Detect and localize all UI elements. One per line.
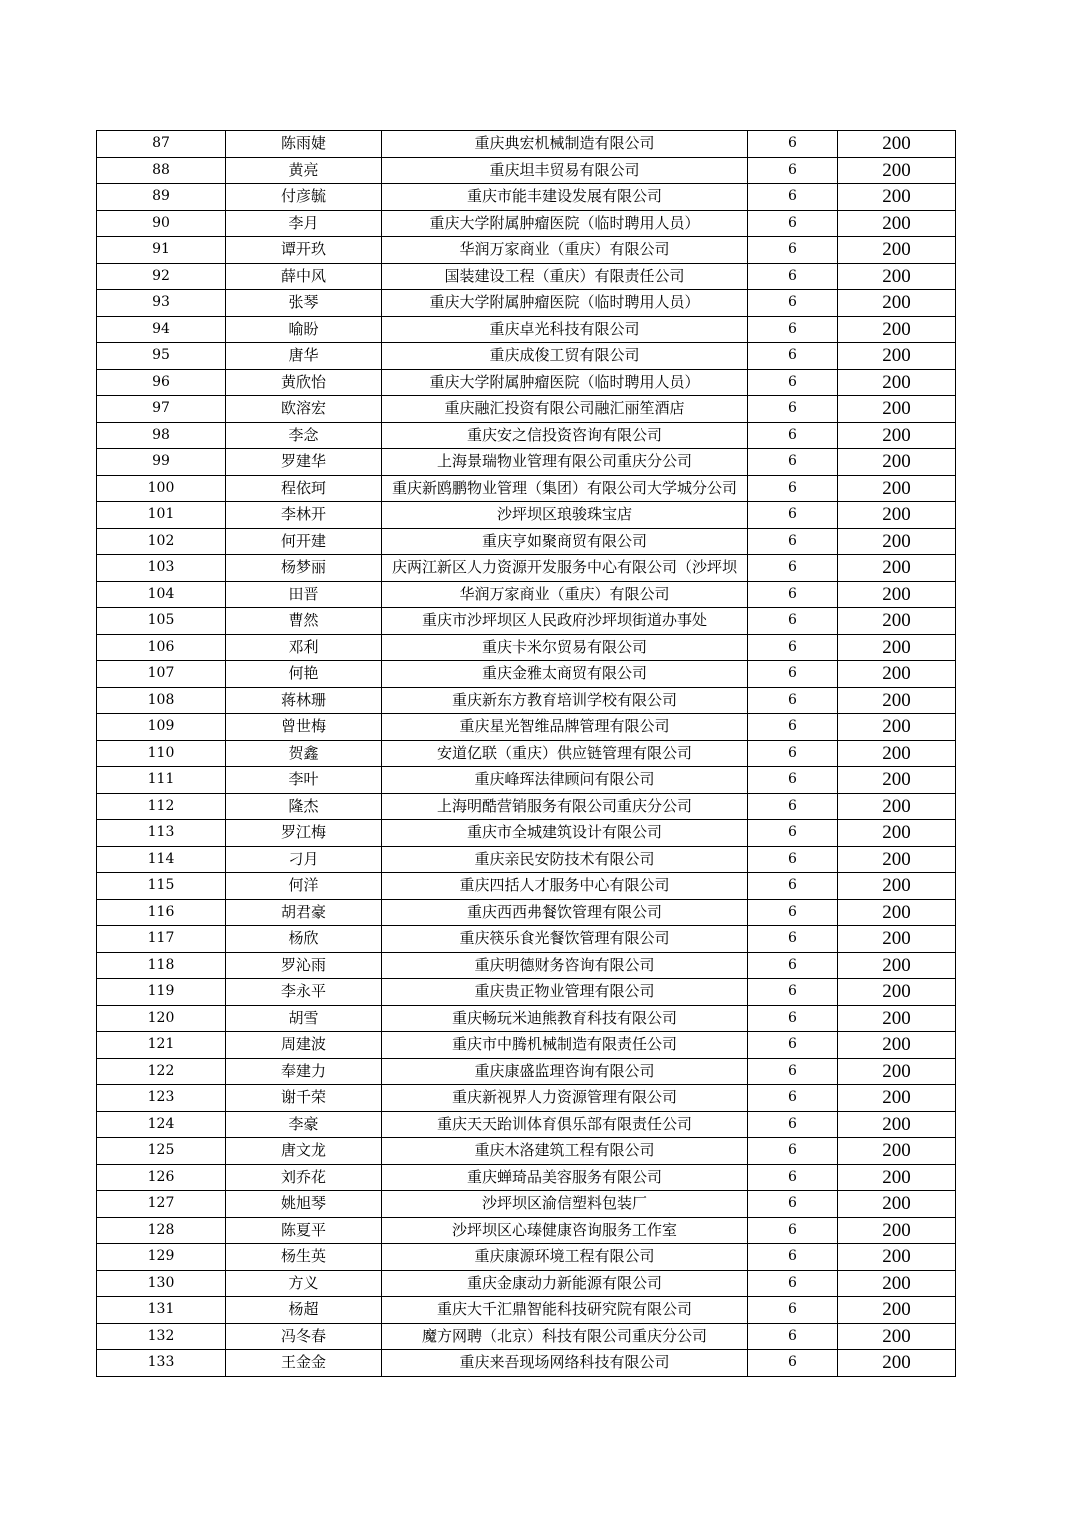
employer-name: 重庆蝉琦品美容服务有限公司 (382, 1164, 748, 1191)
row-number: 127 (97, 1191, 226, 1218)
person-name: 何洋 (226, 873, 382, 900)
months-count: 6 (748, 1005, 838, 1032)
person-name: 胡君豪 (226, 899, 382, 926)
months-count: 6 (748, 396, 838, 423)
row-number: 133 (97, 1350, 226, 1377)
months-count: 6 (748, 502, 838, 529)
months-count: 6 (748, 184, 838, 211)
table-row (97, 767, 956, 794)
employer-name: 重庆天天跆训体育俱乐部有限责任公司 (382, 1111, 748, 1138)
person-name: 方义 (226, 1270, 382, 1297)
row-number: 87 (97, 131, 226, 158)
row-number: 120 (97, 1005, 226, 1032)
row-number: 101 (97, 502, 226, 529)
months-count: 6 (748, 687, 838, 714)
subsidy-amount: 200 (838, 396, 956, 423)
table-row (97, 1323, 956, 1350)
months-count: 6 (748, 767, 838, 794)
person-name: 罗江梅 (226, 820, 382, 847)
months-count: 6 (748, 449, 838, 476)
table-row (97, 1058, 956, 1085)
subsidy-amount: 200 (838, 1005, 956, 1032)
employer-name: 重庆成俊工贸有限公司 (382, 343, 748, 370)
person-name: 李月 (226, 210, 382, 237)
row-number: 98 (97, 422, 226, 449)
employer-name: 沙坪坝区琅骏珠宝店 (382, 502, 748, 529)
row-number: 110 (97, 740, 226, 767)
subsidy-amount: 200 (838, 1085, 956, 1112)
subsidy-amount: 200 (838, 634, 956, 661)
table-row (97, 1297, 956, 1324)
person-name: 付彦毓 (226, 184, 382, 211)
months-count: 6 (748, 131, 838, 158)
employer-name: 重庆安之信投资咨询有限公司 (382, 422, 748, 449)
months-count: 6 (748, 528, 838, 555)
employer-name: 重庆来吾现场网络科技有限公司 (382, 1350, 748, 1377)
table-row (97, 237, 956, 264)
row-number: 132 (97, 1323, 226, 1350)
table-row (97, 926, 956, 953)
person-name: 刘乔花 (226, 1164, 382, 1191)
subsidy-amount: 200 (838, 422, 956, 449)
subsidy-amount: 200 (838, 316, 956, 343)
subsidy-amount: 200 (838, 1270, 956, 1297)
row-number: 118 (97, 952, 226, 979)
row-number: 117 (97, 926, 226, 953)
subsidy-amount: 200 (838, 263, 956, 290)
row-number: 126 (97, 1164, 226, 1191)
months-count: 6 (748, 926, 838, 953)
row-number: 109 (97, 714, 226, 741)
person-name: 姚旭琴 (226, 1191, 382, 1218)
subsidy-amount: 200 (838, 1164, 956, 1191)
table-row (97, 714, 956, 741)
person-name: 程依珂 (226, 475, 382, 502)
months-count: 6 (748, 899, 838, 926)
person-name: 李永平 (226, 979, 382, 1006)
employer-name: 上海景瑞物业管理有限公司重庆分公司 (382, 449, 748, 476)
subsidy-table (96, 130, 956, 1377)
employer-name: 重庆大学附属肿瘤医院（临时聘用人员） (382, 290, 748, 317)
row-number: 95 (97, 343, 226, 370)
months-count: 6 (748, 1270, 838, 1297)
employer-name: 重庆市沙坪坝区人民政府沙坪坝街道办事处 (382, 608, 748, 635)
months-count: 6 (748, 661, 838, 688)
row-number: 88 (97, 157, 226, 184)
table-row (97, 873, 956, 900)
row-number: 104 (97, 581, 226, 608)
employer-name: 重庆新鸥鹏物业管理（集团）有限公司大学城分公司 (382, 475, 748, 502)
table-row (97, 157, 956, 184)
subsidy-amount: 200 (838, 873, 956, 900)
subsidy-amount: 200 (838, 1244, 956, 1271)
row-number: 129 (97, 1244, 226, 1271)
row-number: 103 (97, 555, 226, 582)
employer-name: 安道亿联（重庆）供应链管理有限公司 (382, 740, 748, 767)
person-name: 欧溶宏 (226, 396, 382, 423)
months-count: 6 (748, 581, 838, 608)
subsidy-amount: 200 (838, 1058, 956, 1085)
row-number: 108 (97, 687, 226, 714)
row-number: 92 (97, 263, 226, 290)
months-count: 6 (748, 873, 838, 900)
table-row (97, 608, 956, 635)
table-row (97, 820, 956, 847)
subsidy-amount: 200 (838, 1323, 956, 1350)
months-count: 6 (748, 1164, 838, 1191)
person-name: 奉建力 (226, 1058, 382, 1085)
months-count: 6 (748, 820, 838, 847)
row-number: 107 (97, 661, 226, 688)
table-row (97, 1350, 956, 1377)
person-name: 张琴 (226, 290, 382, 317)
employer-name: 重庆市中腾机械制造有限责任公司 (382, 1032, 748, 1059)
table-row (97, 555, 956, 582)
employer-name: 重庆木洛建筑工程有限公司 (382, 1138, 748, 1165)
subsidy-amount: 200 (838, 581, 956, 608)
subsidy-amount: 200 (838, 131, 956, 158)
months-count: 6 (748, 157, 838, 184)
person-name: 谭开玖 (226, 237, 382, 264)
employer-name: 重庆大学附属肿瘤医院（临时聘用人员） (382, 210, 748, 237)
subsidy-amount: 200 (838, 661, 956, 688)
months-count: 6 (748, 793, 838, 820)
months-count: 6 (748, 714, 838, 741)
person-name: 李念 (226, 422, 382, 449)
subsidy-amount: 200 (838, 687, 956, 714)
table-row (97, 316, 956, 343)
row-number: 119 (97, 979, 226, 1006)
row-number: 102 (97, 528, 226, 555)
employer-name: 重庆卡米尔贸易有限公司 (382, 634, 748, 661)
person-name: 李林开 (226, 502, 382, 529)
subsidy-amount: 200 (838, 475, 956, 502)
person-name: 周建波 (226, 1032, 382, 1059)
subsidy-amount: 200 (838, 714, 956, 741)
employer-name: 重庆康源环境工程有限公司 (382, 1244, 748, 1271)
table-row (97, 1085, 956, 1112)
subsidy-amount: 200 (838, 899, 956, 926)
table-row (97, 1005, 956, 1032)
months-count: 6 (748, 475, 838, 502)
table-row (97, 899, 956, 926)
months-count: 6 (748, 1244, 838, 1271)
subsidy-amount: 200 (838, 926, 956, 953)
subsidy-amount: 200 (838, 740, 956, 767)
row-number: 106 (97, 634, 226, 661)
row-number: 123 (97, 1085, 226, 1112)
table-row (97, 581, 956, 608)
person-name: 李豪 (226, 1111, 382, 1138)
person-name: 曹然 (226, 608, 382, 635)
person-name: 唐文龙 (226, 1138, 382, 1165)
person-name: 黄欣怡 (226, 369, 382, 396)
employer-name: 庆两江新区人力资源开发服务中心有限公司（沙坪坝 (382, 555, 748, 582)
table-row (97, 952, 956, 979)
employer-name: 重庆市全城建筑设计有限公司 (382, 820, 748, 847)
subsidy-amount: 200 (838, 184, 956, 211)
months-count: 6 (748, 1111, 838, 1138)
subsidy-amount: 200 (838, 767, 956, 794)
person-name: 杨超 (226, 1297, 382, 1324)
table-row (97, 184, 956, 211)
table-row (97, 979, 956, 1006)
employer-name: 重庆亨如聚商贸有限公司 (382, 528, 748, 555)
employer-name: 重庆筷乐食光餐饮管理有限公司 (382, 926, 748, 953)
subsidy-amount: 200 (838, 846, 956, 873)
employer-name: 重庆贵正物业管理有限公司 (382, 979, 748, 1006)
subsidy-amount: 200 (838, 449, 956, 476)
row-number: 130 (97, 1270, 226, 1297)
table-row (97, 449, 956, 476)
subsidy-amount: 200 (838, 1191, 956, 1218)
row-number: 112 (97, 793, 226, 820)
person-name: 陈雨婕 (226, 131, 382, 158)
person-name: 刁月 (226, 846, 382, 873)
person-name: 何艳 (226, 661, 382, 688)
person-name: 冯冬春 (226, 1323, 382, 1350)
row-number: 93 (97, 290, 226, 317)
row-number: 91 (97, 237, 226, 264)
subsidy-amount: 200 (838, 952, 956, 979)
table-row (97, 1138, 956, 1165)
person-name: 田晋 (226, 581, 382, 608)
employer-name: 重庆亲民安防技术有限公司 (382, 846, 748, 873)
subsidy-amount: 200 (838, 555, 956, 582)
table-row (97, 528, 956, 555)
employer-name: 重庆融汇投资有限公司融汇丽笙酒店 (382, 396, 748, 423)
person-name: 贺鑫 (226, 740, 382, 767)
months-count: 6 (748, 1138, 838, 1165)
row-number: 96 (97, 369, 226, 396)
table-row (97, 475, 956, 502)
employer-name: 重庆新视界人力资源管理有限公司 (382, 1085, 748, 1112)
row-number: 111 (97, 767, 226, 794)
employer-name: 重庆市能丰建设发展有限公司 (382, 184, 748, 211)
table-row (97, 369, 956, 396)
row-number: 128 (97, 1217, 226, 1244)
subsidy-amount: 200 (838, 210, 956, 237)
months-count: 6 (748, 343, 838, 370)
months-count: 6 (748, 1217, 838, 1244)
table-row (97, 1111, 956, 1138)
months-count: 6 (748, 555, 838, 582)
employer-name: 国装建设工程（重庆）有限责任公司 (382, 263, 748, 290)
employer-name: 重庆四括人才服务中心有限公司 (382, 873, 748, 900)
row-number: 97 (97, 396, 226, 423)
table-row (97, 131, 956, 158)
employer-name: 重庆星光智维品牌管理有限公司 (382, 714, 748, 741)
table-row (97, 1032, 956, 1059)
months-count: 6 (748, 740, 838, 767)
months-count: 6 (748, 263, 838, 290)
table-row (97, 396, 956, 423)
subsidy-amount: 200 (838, 528, 956, 555)
row-number: 90 (97, 210, 226, 237)
months-count: 6 (748, 846, 838, 873)
months-count: 6 (748, 237, 838, 264)
row-number: 124 (97, 1111, 226, 1138)
table-row (97, 290, 956, 317)
table-row (97, 793, 956, 820)
subsidy-amount: 200 (838, 237, 956, 264)
row-number: 121 (97, 1032, 226, 1059)
subsidy-amount: 200 (838, 1350, 956, 1377)
table-row (97, 210, 956, 237)
employer-name: 重庆坦丰贸易有限公司 (382, 157, 748, 184)
person-name: 李叶 (226, 767, 382, 794)
months-count: 6 (748, 979, 838, 1006)
employer-name: 重庆金康动力新能源有限公司 (382, 1270, 748, 1297)
person-name: 喻盼 (226, 316, 382, 343)
row-number: 116 (97, 899, 226, 926)
employer-name: 重庆大学附属肿瘤医院（临时聘用人员） (382, 369, 748, 396)
subsidy-amount: 200 (838, 502, 956, 529)
person-name: 杨生英 (226, 1244, 382, 1271)
months-count: 6 (748, 1032, 838, 1059)
person-name: 胡雪 (226, 1005, 382, 1032)
months-count: 6 (748, 608, 838, 635)
months-count: 6 (748, 952, 838, 979)
person-name: 邓利 (226, 634, 382, 661)
row-number: 89 (97, 184, 226, 211)
row-number: 100 (97, 475, 226, 502)
person-name: 唐华 (226, 343, 382, 370)
employer-name: 重庆明德财务咨询有限公司 (382, 952, 748, 979)
table-row (97, 1191, 956, 1218)
months-count: 6 (748, 316, 838, 343)
row-number: 94 (97, 316, 226, 343)
months-count: 6 (748, 634, 838, 661)
months-count: 6 (748, 1191, 838, 1218)
months-count: 6 (748, 1058, 838, 1085)
person-name: 罗建华 (226, 449, 382, 476)
subsidy-amount: 200 (838, 1138, 956, 1165)
employer-name: 重庆峰珲法律顾问有限公司 (382, 767, 748, 794)
employer-name: 重庆康盛监理咨询有限公司 (382, 1058, 748, 1085)
subsidy-amount: 200 (838, 1297, 956, 1324)
row-number: 115 (97, 873, 226, 900)
row-number: 125 (97, 1138, 226, 1165)
subsidy-amount: 200 (838, 1111, 956, 1138)
row-number: 105 (97, 608, 226, 635)
employer-name: 重庆典宏机械制造有限公司 (382, 131, 748, 158)
subsidy-amount: 200 (838, 979, 956, 1006)
subsidy-amount: 200 (838, 157, 956, 184)
person-name: 王金金 (226, 1350, 382, 1377)
employer-name: 重庆卓光科技有限公司 (382, 316, 748, 343)
subsidy-amount: 200 (838, 290, 956, 317)
table-row (97, 1217, 956, 1244)
table-row (97, 1244, 956, 1271)
employer-name: 重庆西西弗餐饮管理有限公司 (382, 899, 748, 926)
person-name: 陈夏平 (226, 1217, 382, 1244)
table-row (97, 1164, 956, 1191)
months-count: 6 (748, 210, 838, 237)
subsidy-amount: 200 (838, 369, 956, 396)
person-name: 薛中风 (226, 263, 382, 290)
subsidy-amount: 200 (838, 1217, 956, 1244)
table-row (97, 634, 956, 661)
person-name: 隆杰 (226, 793, 382, 820)
subsidy-amount: 200 (838, 793, 956, 820)
subsidy-amount: 200 (838, 343, 956, 370)
person-name: 曾世梅 (226, 714, 382, 741)
months-count: 6 (748, 1323, 838, 1350)
row-number: 122 (97, 1058, 226, 1085)
subsidy-amount: 200 (838, 1032, 956, 1059)
months-count: 6 (748, 1085, 838, 1112)
person-name: 蒋林珊 (226, 687, 382, 714)
person-name: 谢千荣 (226, 1085, 382, 1112)
employer-name: 重庆畅玩米迪熊教育科技有限公司 (382, 1005, 748, 1032)
person-name: 黄亮 (226, 157, 382, 184)
table-row (97, 687, 956, 714)
person-name: 罗沁雨 (226, 952, 382, 979)
table-row (97, 661, 956, 688)
row-number: 113 (97, 820, 226, 847)
employer-name: 魔方网聘（北京）科技有限公司重庆分公司 (382, 1323, 748, 1350)
table-row (97, 740, 956, 767)
months-count: 6 (748, 1297, 838, 1324)
employer-name: 华润万家商业（重庆）有限公司 (382, 581, 748, 608)
employer-name: 重庆大千汇鼎智能科技研究院有限公司 (382, 1297, 748, 1324)
table-row (97, 263, 956, 290)
employer-name: 上海明酷营销服务有限公司重庆分公司 (382, 793, 748, 820)
person-name: 杨欣 (226, 926, 382, 953)
table-row (97, 422, 956, 449)
employer-name: 沙坪坝区心瑧健康咨询服务工作室 (382, 1217, 748, 1244)
row-number: 114 (97, 846, 226, 873)
employer-name: 华润万家商业（重庆）有限公司 (382, 237, 748, 264)
subsidy-amount: 200 (838, 820, 956, 847)
row-number: 131 (97, 1297, 226, 1324)
months-count: 6 (748, 422, 838, 449)
table-row (97, 343, 956, 370)
table-row (97, 502, 956, 529)
employer-name: 重庆新东方教育培训学校有限公司 (382, 687, 748, 714)
table-row (97, 846, 956, 873)
row-number: 99 (97, 449, 226, 476)
subsidy-amount: 200 (838, 608, 956, 635)
months-count: 6 (748, 290, 838, 317)
employer-name: 沙坪坝区渝信塑料包装厂 (382, 1191, 748, 1218)
table-body (97, 131, 956, 1377)
employer-name: 重庆金雅太商贸有限公司 (382, 661, 748, 688)
table-row (97, 1270, 956, 1297)
person-name: 杨梦丽 (226, 555, 382, 582)
person-name: 何开建 (226, 528, 382, 555)
months-count: 6 (748, 1350, 838, 1377)
months-count: 6 (748, 369, 838, 396)
